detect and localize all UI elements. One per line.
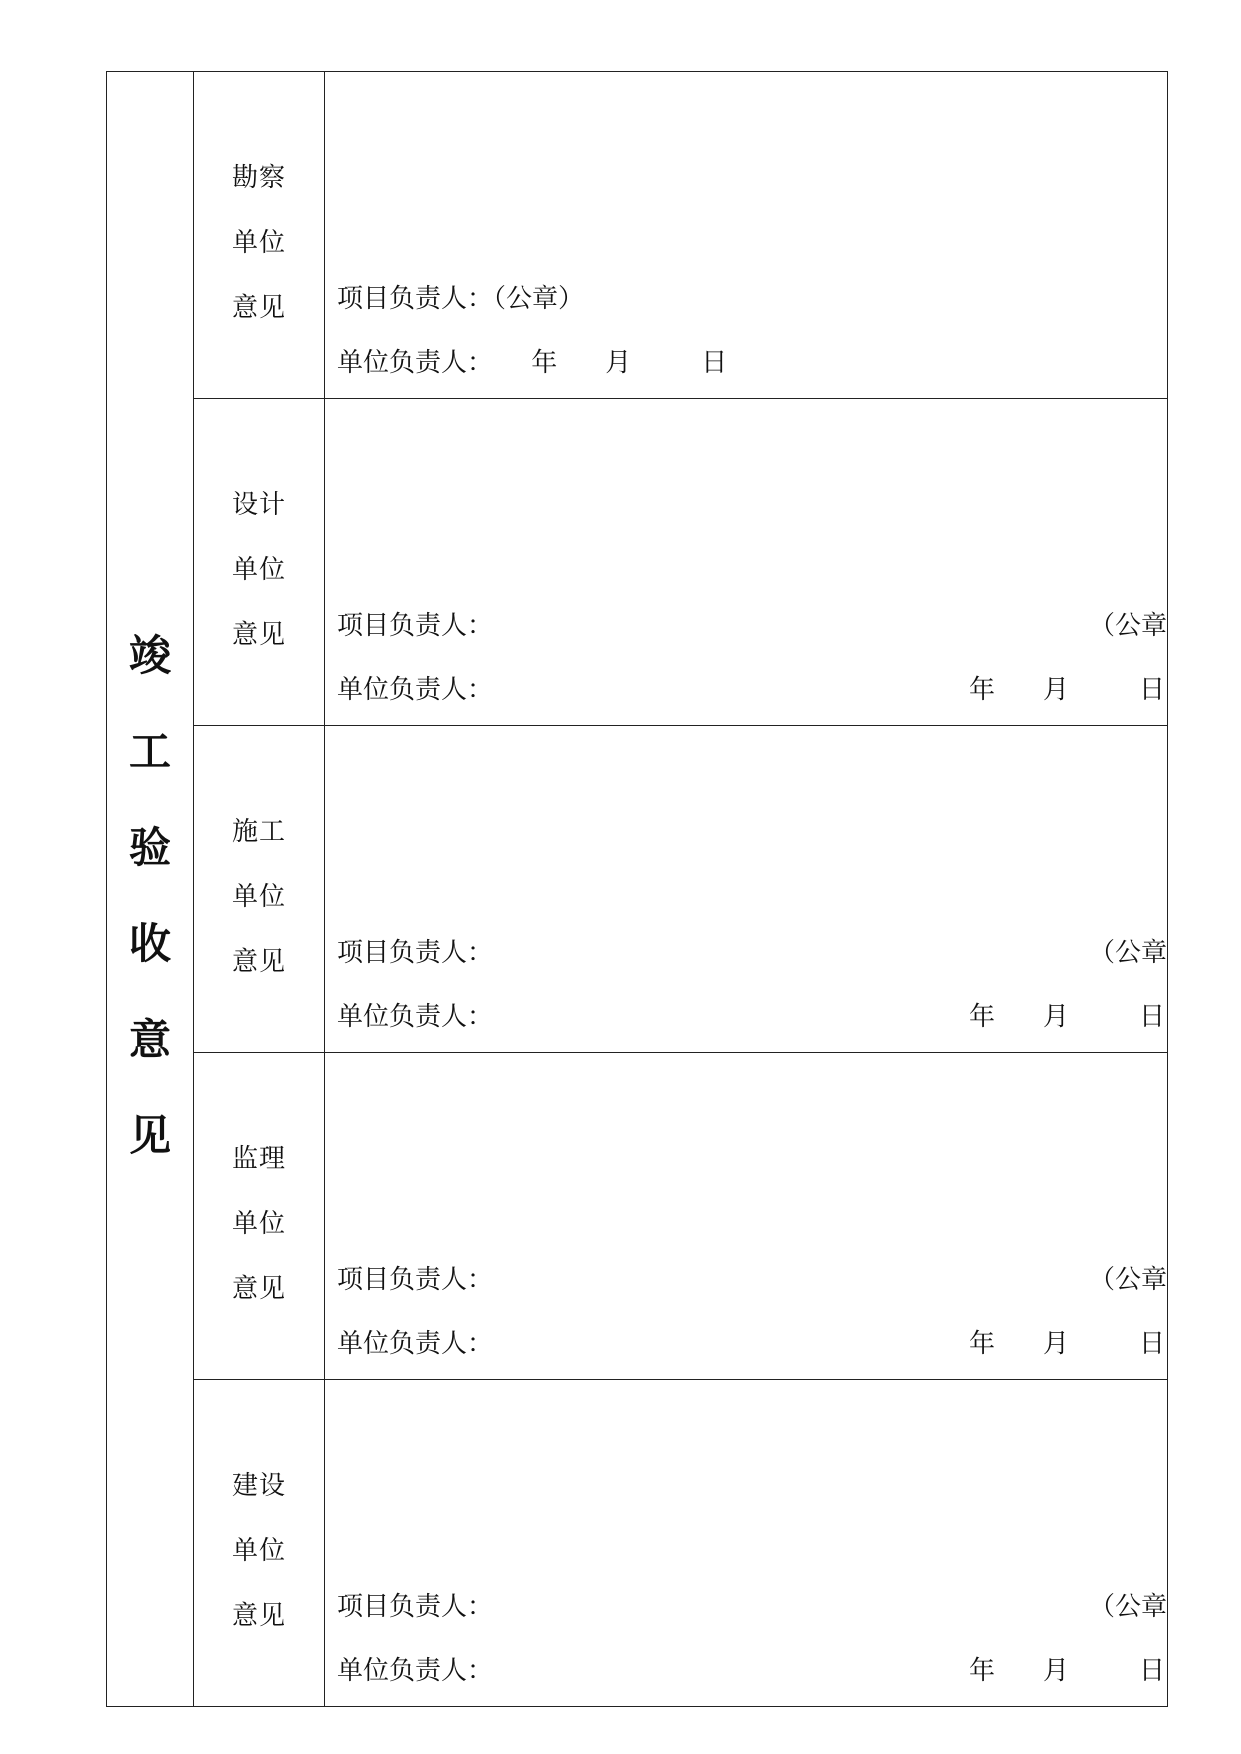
- section-row-survey: [107, 72, 1168, 399]
- title-char: 竣: [128, 631, 171, 680]
- day-label: 日: [1139, 675, 1166, 705]
- unit-lead-label: 单位负责人：: [337, 1002, 494, 1032]
- section-row-client: [107, 1380, 1168, 1707]
- label-line: 意见: [232, 293, 287, 323]
- label-line: 建设: [232, 1471, 287, 1501]
- title-char: 验: [128, 823, 171, 872]
- day-label: 日: [1139, 1329, 1166, 1359]
- year-label: 年: [531, 348, 558, 378]
- title-char: 意: [128, 1015, 171, 1064]
- seal-label: （公章: [1088, 611, 1167, 641]
- year-label: 年: [969, 1002, 996, 1032]
- label-line: 意见: [232, 1274, 287, 1304]
- opinion-field-construction[interactable]: [325, 726, 1168, 1053]
- project-lead-label: 项目负责人：: [337, 938, 494, 968]
- section-label-construction: [194, 726, 325, 1053]
- year-label: 年: [969, 675, 996, 705]
- year-label: 年: [969, 1329, 996, 1359]
- label-line: 监理: [232, 1144, 287, 1174]
- title-vertical: [107, 608, 193, 1184]
- opinion-field-survey[interactable]: [325, 72, 1168, 399]
- opinion-field-supervision[interactable]: [325, 1053, 1168, 1380]
- seal-label: （公章: [1088, 938, 1167, 968]
- date-line: [531, 346, 729, 380]
- day-label: 日: [701, 348, 728, 378]
- date-line: [969, 673, 1167, 707]
- label-line: 意见: [232, 620, 287, 650]
- label-line: 单位: [232, 555, 287, 585]
- acceptance-opinion-table: [106, 71, 1168, 1707]
- section-label-survey: [194, 72, 325, 399]
- date-line: [969, 1000, 1167, 1034]
- opinion-field-design[interactable]: [325, 399, 1168, 726]
- title-char: 收: [128, 919, 171, 968]
- month-label: 月: [1043, 1002, 1070, 1032]
- label-line: 单位: [232, 228, 287, 258]
- title-char: 见: [128, 1111, 171, 1160]
- section-row-supervision: [107, 1053, 1168, 1380]
- project-lead-label: 项目负责人：（公章）: [337, 284, 585, 314]
- month-label: 月: [1043, 675, 1070, 705]
- section-label-supervision: [194, 1053, 325, 1380]
- seal-label: （公章: [1088, 1265, 1167, 1295]
- year-label: 年: [969, 1656, 996, 1686]
- project-lead-label: 项目负责人：: [337, 1592, 494, 1622]
- title-char: 工: [128, 727, 171, 776]
- month-label: 月: [1043, 1656, 1070, 1686]
- date-line: [969, 1327, 1167, 1361]
- month-label: 月: [1043, 1329, 1070, 1359]
- label-line: 设计: [232, 490, 287, 520]
- label-line: 勘察: [232, 163, 287, 193]
- seal-label: （公章: [1088, 1592, 1167, 1622]
- unit-lead-label: 单位负责人：: [337, 1656, 494, 1686]
- unit-lead-label: 单位负责人：: [337, 675, 494, 705]
- section-label-design: [194, 399, 325, 726]
- label-line: 施工: [232, 817, 287, 847]
- label-line: 单位: [232, 1536, 287, 1566]
- unit-lead-label: 单位负责人：: [337, 1329, 494, 1359]
- month-label: 月: [605, 348, 632, 378]
- label-line: 意见: [232, 1601, 287, 1631]
- label-line: 单位: [232, 882, 287, 912]
- section-label-client: [194, 1380, 325, 1707]
- unit-lead-label: 单位负责人：: [337, 348, 494, 378]
- label-line: 意见: [232, 947, 287, 977]
- project-lead-label: 项目负责人：: [337, 611, 494, 641]
- opinion-field-client[interactable]: [325, 1380, 1168, 1707]
- date-line: [969, 1654, 1167, 1688]
- day-label: 日: [1139, 1656, 1166, 1686]
- day-label: 日: [1139, 1002, 1166, 1032]
- title-cell: [107, 72, 194, 1707]
- label-line: 单位: [232, 1209, 287, 1239]
- section-row-construction: [107, 726, 1168, 1053]
- project-lead-label: 项目负责人：: [337, 1265, 494, 1295]
- unit-lead-line: [337, 346, 729, 380]
- section-row-design: [107, 399, 1168, 726]
